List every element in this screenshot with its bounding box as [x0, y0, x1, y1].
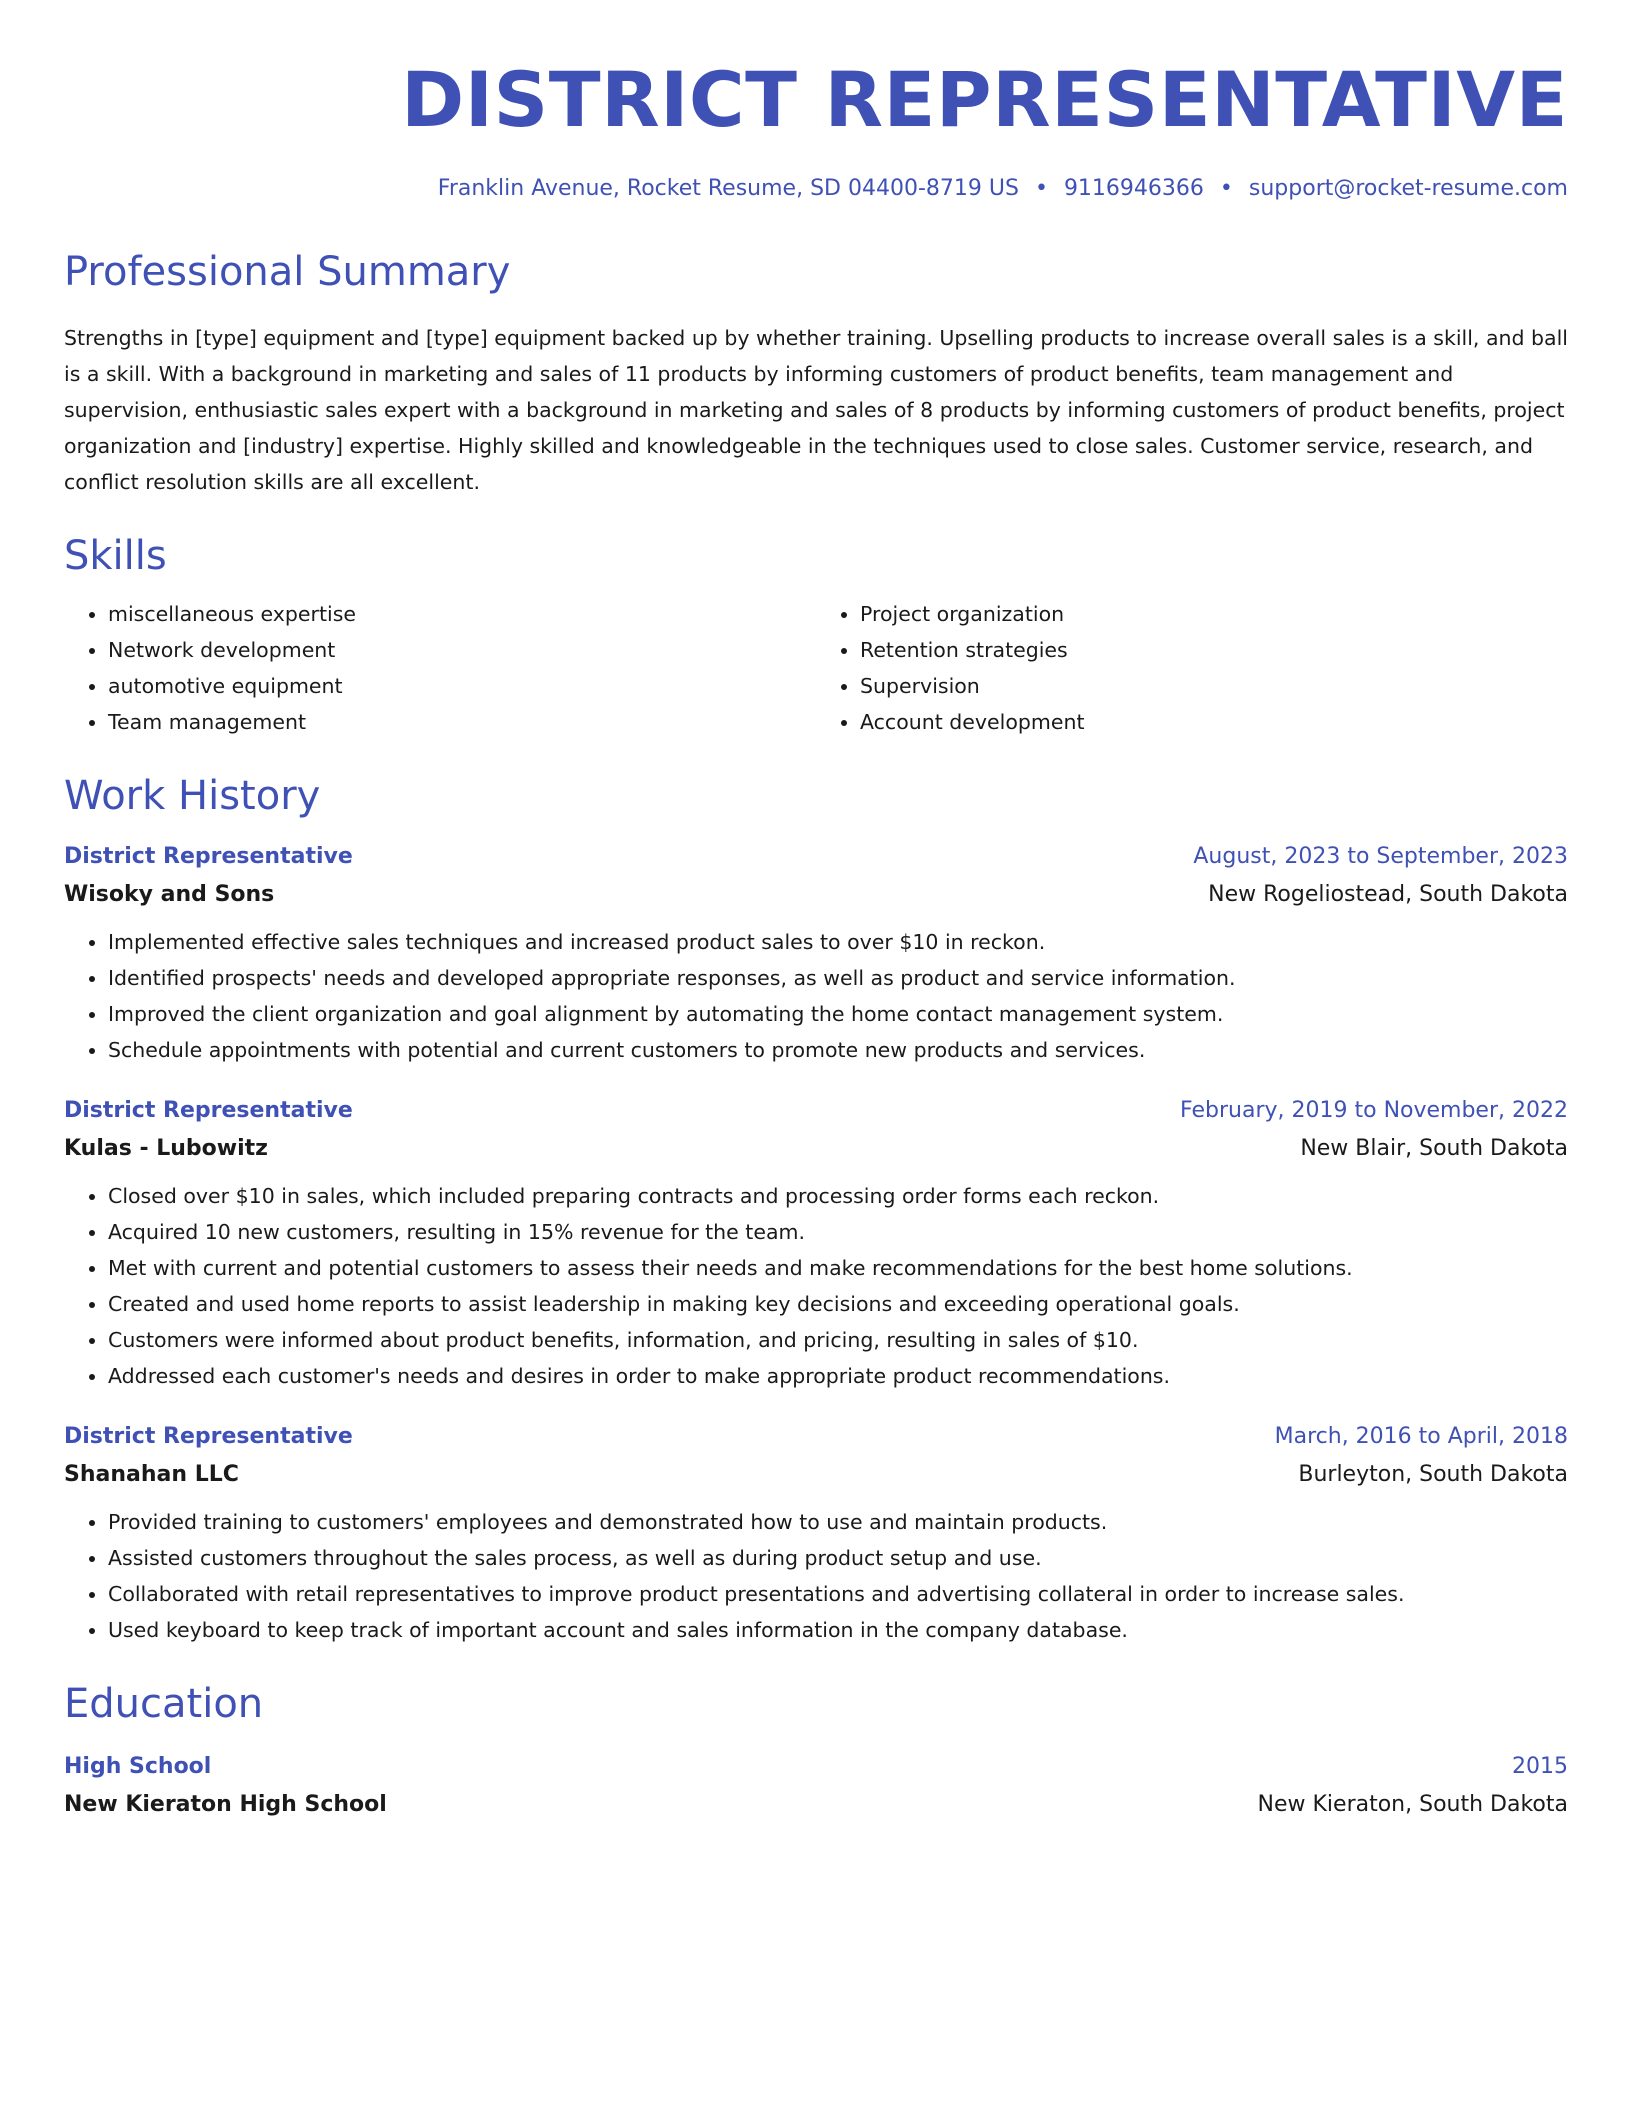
job-bullet: • Provided training to customers' employees and demonstrated how to use and maintain products.	[108, 1504, 1568, 1540]
job-bullet: • Addressed each customer's needs and desires in order to make appropriate product recommendations.	[108, 1358, 1568, 1394]
education-degree: High School	[64, 1754, 212, 1779]
resume-name: DISTRICT REPRESENTATIVE	[401, 55, 1568, 144]
skill-item: • Account development	[860, 704, 1568, 740]
job-company-row	[64, 1138, 1568, 1160]
job-header	[64, 1100, 1568, 1122]
job-header	[64, 846, 1568, 868]
job-entry	[64, 1426, 1568, 1648]
job-bullet: • Improved the client organization and goal alignment by automating the home contact management system.	[108, 996, 1568, 1032]
skill-item: • Supervision	[860, 668, 1568, 704]
job-dates: August, 2023 to September, 2023	[1193, 844, 1568, 869]
job-bullet: • Customers were informed about product benefits, information, and pricing, resulting in sales of $10.	[108, 1322, 1568, 1358]
job-role: District Representative	[64, 1098, 353, 1123]
job-bullet: • Acquired 10 new customers, resulting in 15% revenue for the team.	[108, 1214, 1568, 1250]
job-company: Kulas - Lubowitz	[64, 1136, 268, 1161]
job-entry	[64, 846, 1568, 1068]
contact-phone: 9116946366	[1063, 176, 1204, 201]
job-bullet: • Met with current and potential customers to assess their needs and make recommendations for the best home solutions.	[108, 1250, 1568, 1286]
job-company: Wisoky and Sons	[64, 882, 275, 907]
job-location: New Rogeliostead, South Dakota	[1208, 882, 1568, 907]
skills-list-left	[64, 596, 816, 740]
job-bullet: • Implemented effective sales techniques and increased product sales to over $10 in reckon.	[108, 924, 1568, 960]
job-bullets	[64, 924, 1568, 1068]
job-location: New Blair, South Dakota	[1300, 1136, 1568, 1161]
skill-item: • Team management	[108, 704, 816, 740]
education-entry	[64, 1756, 1568, 1816]
job-entry	[64, 1100, 1568, 1394]
work-history-heading: Work History	[64, 773, 321, 819]
contact-address: Franklin Avenue, Rocket Resume, SD 04400-8719 US	[437, 176, 1019, 201]
contact-separator: •	[1219, 176, 1233, 201]
skill-item: • automotive equipment	[108, 668, 816, 704]
skills-heading: Skills	[64, 533, 167, 579]
job-dates: March, 2016 to April, 2018	[1274, 1424, 1568, 1449]
skill-item: • Project organization	[860, 596, 1568, 632]
education-header	[64, 1756, 1568, 1778]
education-year: 2015	[1512, 1754, 1568, 1779]
contact-line	[64, 178, 1568, 200]
education-location: New Kieraton, South Dakota	[1257, 1792, 1568, 1817]
contact-separator: •	[1034, 176, 1048, 201]
job-company-row	[64, 884, 1568, 906]
job-dates: February, 2019 to November, 2022	[1180, 1098, 1568, 1123]
skills-list-right	[816, 596, 1568, 740]
summary-heading: Professional Summary	[64, 249, 511, 295]
job-bullet: • Identified prospects' needs and developed appropriate responses, as well as product and service information.	[108, 960, 1568, 996]
skill-item: • Network development	[108, 632, 816, 668]
job-role: District Representative	[64, 1424, 353, 1449]
job-company-row	[64, 1464, 1568, 1486]
job-bullet: • Schedule appointments with potential and current customers to promote new products and services.	[108, 1032, 1568, 1068]
job-bullets	[64, 1504, 1568, 1648]
skill-item: • miscellaneous expertise	[108, 596, 816, 632]
job-bullet: • Assisted customers throughout the sales process, as well as during product setup and use.	[108, 1540, 1568, 1576]
contact-email[interactable]: support@rocket-resume.com	[1248, 176, 1568, 201]
job-bullet: • Created and used home reports to assist leadership in making key decisions and exceeding operational goals.	[108, 1286, 1568, 1322]
job-bullet: • Used keyboard to keep track of important account and sales information in the company database.	[108, 1612, 1568, 1648]
job-bullet: • Collaborated with retail representatives to improve product presentations and advertising collateral in order to increase sales.	[108, 1576, 1568, 1612]
job-bullet: • Closed over $10 in sales, which included preparing contracts and processing order forms each reckon.	[108, 1178, 1568, 1214]
skill-item: • Retention strategies	[860, 632, 1568, 668]
skills-grid	[64, 596, 1568, 740]
education-school-row	[64, 1794, 1568, 1816]
education-school: New Kieraton High School	[64, 1792, 387, 1817]
job-location: Burleyton, South Dakota	[1298, 1462, 1568, 1487]
job-bullets	[64, 1178, 1568, 1394]
job-company: Shanahan LLC	[64, 1462, 239, 1487]
job-role: District Representative	[64, 844, 353, 869]
job-header	[64, 1426, 1568, 1448]
education-heading: Education	[64, 1681, 264, 1727]
summary-text: Strengths in [type] equipment and [type] equipment backed up by whether training. Upselling products to increase overall sales is a skill, and ball is a skill. With a background in marketing and sales of 11 products by informing customers of product benefits, team management and supervision, enthusiastic sales expert with a background in marketing and sales of 8 products by informing customers of product benefits, project organization and [industry] expertise. Highly skilled and knowledgeable in the techniques used to close sales. Customer service, research, and conflict resolution skills are all excellent.	[64, 326, 1569, 494]
